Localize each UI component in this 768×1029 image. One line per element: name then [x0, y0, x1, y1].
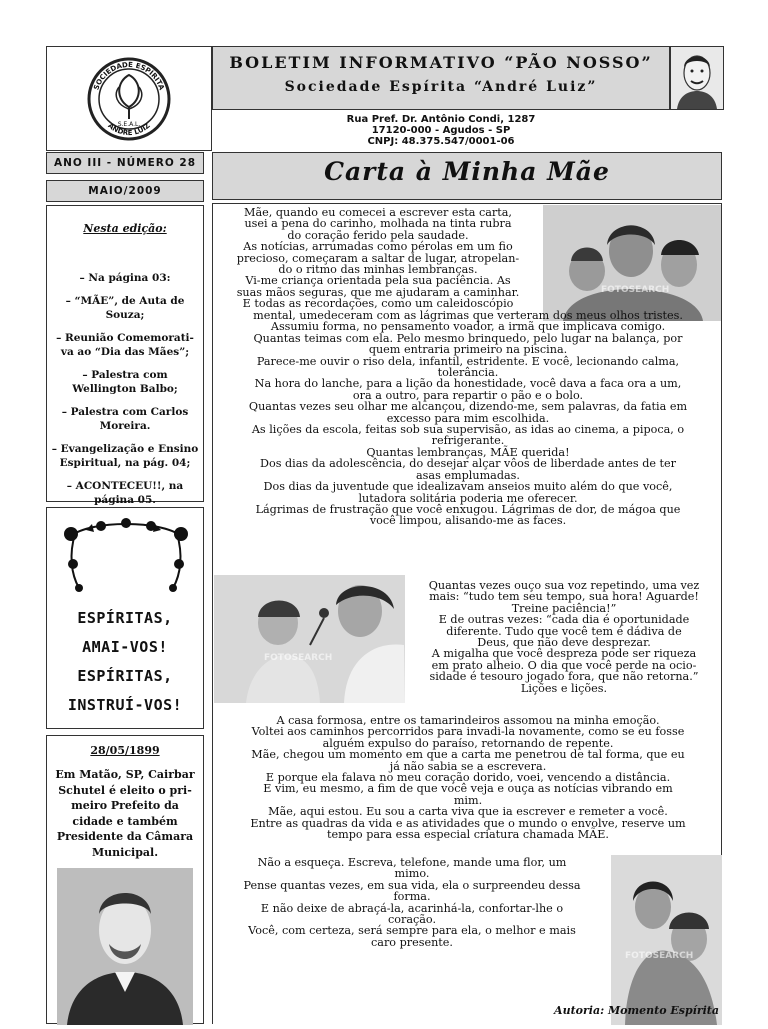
index-item: – “MÃE”, de Auta de Souza;: [65, 295, 185, 321]
cairbar-schutel-photo: [57, 868, 193, 1025]
history-box: [46, 735, 204, 1024]
article-title: Carta à Minha Mãe: [324, 157, 610, 186]
logo-center-text: S.E.A.L.: [117, 121, 141, 128]
index-box: [46, 205, 204, 506]
index-item: – Palestra com Wellington Balbo;: [72, 369, 178, 395]
address-cnpj: CNPJ: 48.375.547/0001-06: [367, 136, 515, 147]
logo-box: [46, 46, 212, 151]
article-paragraph: mental, umedeceram com as lágrimas que verteram dos meus olhos tristes. Assumiu forma, no pensamento voador, a irmã que implicava comigo. Quantas teimas com ela. Pelo mesmo brinquedo, pelo lugar na balança, por quem entraria primeiro na piscina. Parece-me ouvir o riso dela, infantil, estridente. E você, lecionando calma, tolerância. Na hora do lanche, para a lição da honestidade, você dava a faca ora a um, ora a outro, para repartir o pão e o bolo. Quantas vezes seu olhar me alcançou, dizendo-me, sem palavras, da fatia em excesso para mim escolhida. As lições da escola, feitas sob sua supervisão, as idas ao cinema, a pipoca, o refrigerante. Quantas lembranças, MÃE querida! Dos dias da adolescência, do desejar alçar vôos de liberdade antes de ter asas emplumadas. Dos dias da juventude que idealizavam anseios muito além do que você, lutadora solitária poderia me oferecer. Lágrimas de frustração que você enxugou. Lágrimas de dor, de mágoa que você limpou, alisando-me as faces.: [248, 309, 688, 528]
index-item: – Palestra com Carlos Moreira.: [61, 406, 189, 432]
index-item: – Evangelização e Ensino Espiritual, na pág. 04;: [51, 443, 199, 469]
motto-text: [47, 604, 203, 720]
photo-watermark: FOTOSEARCH: [601, 285, 670, 295]
motto-line: ESPÍRITAS,: [77, 667, 173, 685]
article-body: [212, 203, 722, 1024]
newsletter-title: BOLETIM INFORMATIVO “PÃO NOSSO”: [229, 53, 653, 72]
edition-date: MAIO/2009: [46, 180, 204, 202]
address-city: 17120-000 - Agudos - SP: [371, 125, 511, 136]
index-item: – Reunião Comemorati-va ao “Dia das Mães”;: [56, 332, 194, 358]
index-list: [47, 271, 203, 507]
history-text: Em Matão, SP, Cairbar Schutel é eleito o pri-meiro Prefeito da cidade e também Presidente da Câmara Municipal.: [55, 768, 195, 859]
portrait-photo: [670, 46, 724, 110]
address-street: Rua Pref. Dr. Antônio Condi, 1287: [346, 114, 536, 125]
index-item: – Na página 03:: [79, 272, 171, 284]
article-paragraph: A casa formosa, entre os tamarindeiros assomou na minha emoção. Voltei aos caminhos percorridos para invadi-la novamente, como se eu fosse alguém expulso do paraíso, retornando de repente. Mãe, chegou um momento em que a carta me penetrou de tal forma, que eu já não sabia se a escrevera. E porque ela falava no meu coração dorido, voei, vencendo a distância. E vim, eu mesmo, a fim de que você veja e ouça as notícias vibrando em mim. Mãe, aqui estou. Eu sou a carta viva que ia escrever e remeter a você. Entre as quadras da vida e as atividades que o mundo o envolve, reserve um tempo para essa especial criatura chamada MÃE.: [250, 714, 686, 842]
motto-line: AMAI-VOS!: [82, 638, 168, 656]
photo-boy-flower: [214, 575, 405, 703]
society-logo: [47, 47, 211, 150]
logo-text-top: SOCIEDADE ESPÍRITA: [92, 60, 166, 92]
index-title: Nesta edição:: [83, 222, 167, 235]
photo-watermark: FOTOSEARCH: [264, 653, 333, 663]
index-item: – ACONTECEU!!, na página 05.: [66, 480, 184, 506]
floral-ornament-icon: [61, 514, 191, 594]
history-date: 28/05/1899: [90, 744, 160, 757]
masthead: [212, 46, 670, 110]
photo-family-kiss: [543, 205, 721, 321]
motto-box: [46, 507, 204, 729]
photo-watermark: FOTOSEARCH: [625, 951, 694, 961]
article-paragraph: Não a esqueça. Escreva, telefone, mande uma flor, um mimo. Pense quantas vezes, em sua vida, ela o surpreendeu dessa forma. E não deixe de abraçá-la, acarinhá-la, confortar-lhe o coração. Você, com certeza, será sempre para ela, o melhor e mais caro presente.: [243, 856, 581, 949]
photo-mother-daughter-hug: [611, 855, 722, 1025]
address-block: [212, 112, 670, 152]
article-paragraph: Quantas vezes ouço sua voz repetindo, uma vez mais: “tudo tem seu tempo, sua hora! Aguarde! Treine paciência!” E de outras vezes: “cada dia é oportunidade diferente. Tudo que você tem é dádiva de Deus, que não deve desprezar. A migalha que você despreza pode ser riqueza em prato alheio. O dia que você perde na ocio- sidade é tesouro jogado fora, que não retorna.” Lições e lições.: [428, 579, 700, 695]
logo-text-bottom: ANDRÉ LUIZ: [106, 121, 152, 138]
edition-number: ANO III - NÚMERO 28: [46, 152, 204, 174]
society-name: Sociedade Espírita “André Luiz”: [284, 79, 598, 95]
motto-line: INSTRUÍ-VOS!: [67, 696, 183, 714]
motto-line: ESPÍRITAS,: [77, 609, 173, 627]
article-title-box: [212, 152, 722, 200]
article-author: Autoria: Momento Espírita: [554, 1004, 719, 1017]
article-paragraph: Mãe, quando eu comecei a escrever esta carta, usei a pena do carinho, molhada na tinta rubra do coração ferido pela saudade. As notícias, arrumadas como pérolas em um fio precioso, começaram a saltar de lugar, atropelan- do o ritmo das minhas lembranças. Vi-me criança orientada pela sua paciência. As suas mãos seguras, que me ajudaram a caminhar. E todas as recordações, como um caleidoscópio: [236, 206, 520, 311]
